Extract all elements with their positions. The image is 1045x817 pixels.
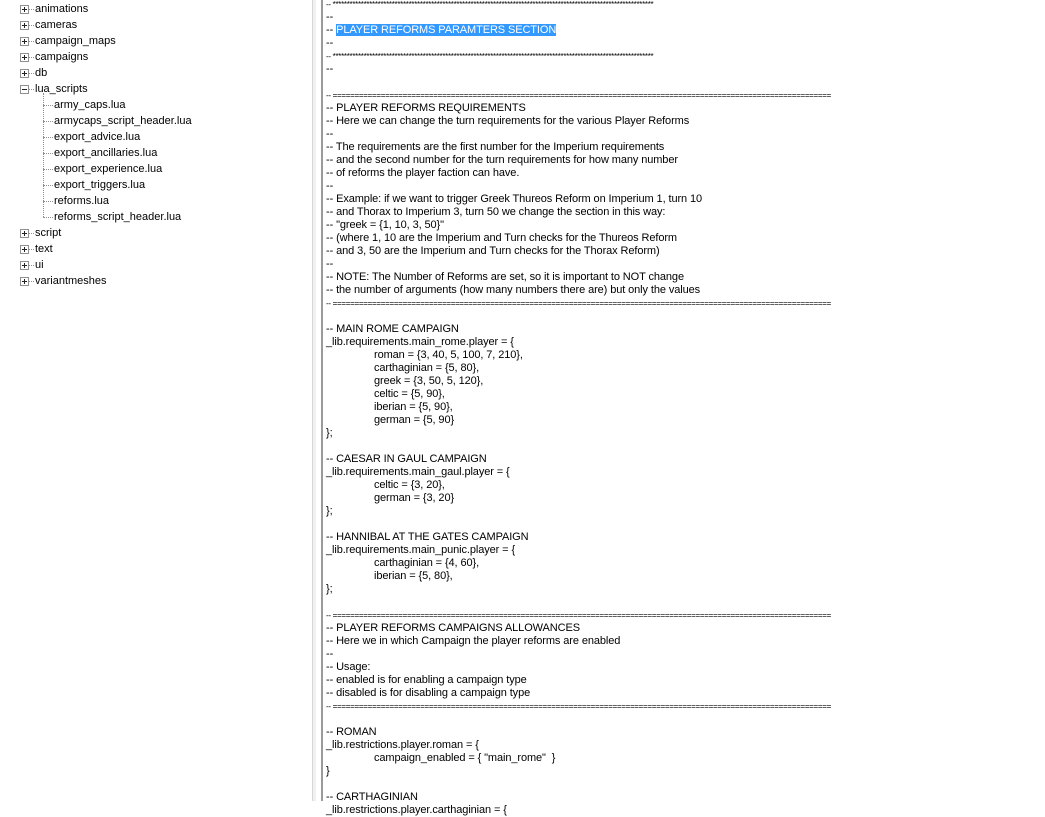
tree-item-label: campaigns [35, 51, 89, 63]
text-selection[interactable]: PLAYER REFORMS PARAMTERS SECTION [336, 24, 557, 36]
code-text: carthaginian = {5, 80}, [374, 362, 480, 374]
tree-connector [43, 121, 53, 122]
tree-connector [43, 137, 53, 138]
code-line[interactable] [326, 141, 1042, 154]
code-text: -- Example: if we want to trigger Greek Thureos Reform on Imperium 1, turn 10 [326, 193, 703, 205]
code-line[interactable] [326, 635, 1042, 648]
code-line[interactable] [326, 271, 1042, 284]
code-line[interactable] [326, 778, 1042, 791]
code-text: -- ================================================================================================================== [326, 91, 832, 100]
code-line[interactable] [326, 284, 1042, 297]
code-text: }; [326, 583, 333, 595]
code-text: -- The requirements are the first number for the Imperium requirements [326, 141, 665, 153]
code-line[interactable] [326, 479, 1042, 492]
tree-connector [29, 89, 34, 90]
expand-icon[interactable] [20, 5, 29, 14]
code-line[interactable] [326, 24, 1042, 37]
code-line[interactable] [326, 336, 1042, 349]
tree-connector [43, 217, 53, 218]
tree-item-label: animations [35, 3, 89, 15]
code-text: } [326, 765, 330, 777]
tree-connector [29, 25, 34, 26]
code-text: campaign_enabled = { "main_rome" } [374, 752, 556, 764]
code-line[interactable] [326, 713, 1042, 726]
code-line[interactable] [326, 258, 1042, 271]
code-line[interactable] [326, 700, 1042, 713]
code-text: -- ================================================================================================================== [326, 611, 832, 620]
tree-folder-db[interactable] [0, 65, 300, 81]
code-line[interactable] [326, 518, 1042, 531]
code-line[interactable] [326, 154, 1042, 167]
collapse-icon[interactable] [20, 85, 29, 94]
tree-connector [29, 41, 34, 42]
code-text: -- NOTE: The Number of Reforms are set, so it is important to NOT change [326, 271, 684, 283]
code-text: -- [326, 180, 334, 192]
file-tree[interactable] [0, 0, 312, 801]
expand-icon[interactable] [20, 261, 29, 270]
tree-folder-campaign-maps[interactable] [0, 33, 300, 49]
code-text: -- the number of arguments (how many numbers there are) but only the values [326, 284, 701, 296]
tree-file-army-caps-lua[interactable] [0, 97, 300, 113]
code-line[interactable] [326, 765, 1042, 778]
code-line[interactable] [326, 180, 1042, 193]
code-text: -- [326, 648, 334, 660]
tree-folder-lua-scripts[interactable] [0, 81, 300, 97]
code-line[interactable] [326, 76, 1042, 89]
code-text: -- CARTHAGINIAN [326, 791, 418, 803]
code-line[interactable] [326, 63, 1042, 76]
code-line[interactable] [326, 674, 1042, 687]
tree-file-reforms-lua[interactable] [0, 193, 300, 209]
code-text: -- PLAYER REFORMS REQUIREMENTS [326, 102, 526, 114]
code-line[interactable] [326, 609, 1042, 622]
tree-item-label: text [35, 243, 53, 255]
code-text: _lib.requirements.main_rome.player = { [326, 336, 514, 348]
expand-icon[interactable] [20, 37, 29, 46]
code-text: celtic = {3, 20}, [374, 479, 445, 491]
code-text: _lib.requirements.main_punic.player = { [326, 544, 516, 556]
tree-file-reforms-script-header-lua[interactable] [0, 209, 300, 225]
code-text: -- Here we in which Campaign the player reforms are enabled [326, 635, 621, 647]
code-text: _lib.restrictions.player.roman = { [326, 739, 479, 751]
code-text: -- Usage: [326, 661, 371, 673]
tree-item-label: lua_scripts [35, 83, 88, 95]
code-line[interactable] [326, 661, 1042, 674]
code-line[interactable] [326, 739, 1042, 752]
code-line[interactable] [326, 167, 1042, 180]
tree-connector [29, 265, 34, 266]
tree-connector [43, 93, 44, 217]
code-text: -- Here we can change the turn requirements for the various Player Reforms [326, 115, 690, 127]
code-line[interactable] [326, 297, 1042, 310]
code-text: -- [326, 258, 334, 270]
tree-item-label: script [35, 227, 62, 239]
tree-connector [29, 281, 34, 282]
tree-connector [43, 169, 53, 170]
code-line[interactable] [326, 388, 1042, 401]
code-line[interactable] [326, 50, 1042, 63]
code-line[interactable] [326, 505, 1042, 518]
tree-item-label: ui [35, 259, 44, 271]
tree-connector [43, 201, 53, 202]
code-text: -- ================================================================================================================== [326, 702, 832, 711]
code-line[interactable] [326, 583, 1042, 596]
tree-item-label: variantmeshes [35, 275, 107, 287]
code-text: -- and Thorax to Imperium 3, turn 50 we change the section in this way: [326, 206, 666, 218]
code-line[interactable] [326, 11, 1042, 24]
code-line[interactable] [326, 128, 1042, 141]
code-line[interactable] [326, 362, 1042, 375]
code-line[interactable] [326, 219, 1042, 232]
code-text: -- ROMAN [326, 726, 377, 738]
expand-icon[interactable] [20, 245, 29, 254]
code-text: -- enabled is for enabling a campaign type [326, 674, 527, 686]
code-editor[interactable] [316, 0, 1045, 816]
code-text: iberian = {5, 80}, [374, 570, 453, 582]
code-line[interactable] [326, 115, 1042, 128]
code-text: -- ****************************************************************************************************************** [326, 52, 654, 61]
code-line[interactable] [326, 440, 1042, 453]
code-line[interactable] [326, 310, 1042, 323]
code-line[interactable] [326, 349, 1042, 362]
code-line[interactable] [326, 544, 1042, 557]
code-text: german = {3, 20} [374, 492, 455, 504]
tree-item-label: army_caps.lua [54, 99, 126, 111]
tree-folder-campaigns[interactable] [0, 49, 300, 65]
tree-item-label: cameras [35, 19, 78, 31]
code-line[interactable] [326, 453, 1042, 466]
tree-file-export-advice-lua[interactable] [0, 129, 300, 145]
tree-item-label: export_experience.lua [54, 163, 163, 175]
code-text: -- MAIN ROME CAMPAIGN [326, 323, 459, 335]
tree-folder-variantmeshes[interactable] [0, 273, 300, 289]
tree-file-export-ancillaries-lua[interactable] [0, 145, 300, 161]
tree-connector [29, 9, 34, 10]
tree-connector [29, 73, 34, 74]
code-line[interactable] [326, 466, 1042, 479]
code-text: -- [326, 63, 334, 75]
tree-connector [29, 249, 34, 250]
tree-folder-animations[interactable] [0, 1, 300, 17]
tree-connector [29, 57, 34, 58]
code-line[interactable] [326, 687, 1042, 700]
tree-connector [43, 185, 53, 186]
expand-icon[interactable] [20, 21, 29, 30]
code-text: -- [326, 11, 334, 23]
code-line[interactable] [326, 375, 1042, 388]
tree-item-label: export_advice.lua [54, 131, 141, 143]
code-line[interactable] [326, 401, 1042, 414]
code-line[interactable] [326, 414, 1042, 427]
code-text: -- of reforms the player faction can have. [326, 167, 520, 179]
code-text: _lib.requirements.main_gaul.player = { [326, 466, 510, 478]
code-text: celtic = {5, 90}, [374, 388, 445, 400]
tree-item-label: reforms_script_header.lua [54, 211, 182, 223]
tree-item-label: reforms.lua [54, 195, 110, 207]
code-text: -- [326, 128, 334, 140]
code-text: -- and 3, 50 are the Imperium and Turn checks for the Thorax Reform) [326, 245, 660, 257]
code-text: -- ================================================================================================================== [326, 299, 832, 308]
tree-connector [43, 153, 53, 154]
tree-folder-ui[interactable] [0, 257, 300, 273]
code-text: -- PLAYER REFORMS CAMPAIGNS ALLOWANCES [326, 622, 580, 634]
tree-file-export-triggers-lua[interactable] [0, 177, 300, 193]
code-text: }; [326, 505, 333, 517]
code-line[interactable] [326, 206, 1042, 219]
code-text: greek = {3, 50, 5, 120}, [374, 375, 484, 387]
tree-item-label: db [35, 67, 48, 79]
code-line[interactable] [326, 89, 1042, 102]
code-line[interactable] [326, 492, 1042, 505]
code-lines[interactable] [326, 0, 1042, 817]
code-text: -- CAESAR IN GAUL CAMPAIGN [326, 453, 487, 465]
code-line[interactable] [326, 232, 1042, 245]
code-line[interactable] [326, 245, 1042, 258]
tree-item-label: export_ancillaries.lua [54, 147, 158, 159]
tree-connector [43, 105, 53, 106]
code-line[interactable] [326, 0, 1042, 11]
code-text: -- ****************************************************************************************************************** [326, 0, 654, 9]
code-text: }; [326, 427, 333, 439]
code-line[interactable] [326, 193, 1042, 206]
code-text: -- and the second number for the turn requirements for how many number [326, 154, 678, 166]
tree-file-export-experience-lua[interactable] [0, 161, 300, 177]
code-text: roman = {3, 40, 5, 100, 7, 210}, [374, 349, 523, 361]
code-text: -- "greek = {1, 10, 3, 50}" [326, 219, 444, 231]
code-line[interactable] [326, 323, 1042, 336]
expand-icon[interactable] [20, 53, 29, 62]
code-text: _lib.restrictions.player.carthaginian = { [326, 804, 507, 816]
tree-connector [29, 233, 34, 234]
code-text: -- [326, 37, 334, 49]
tree-item-label: armycaps_script_header.lua [54, 115, 192, 127]
code-line[interactable] [326, 570, 1042, 583]
code-text: carthaginian = {4, 60}, [374, 557, 480, 569]
expand-icon[interactable] [20, 277, 29, 286]
code-line[interactable] [326, 557, 1042, 570]
code-text: iberian = {5, 90}, [374, 401, 453, 413]
code-line[interactable] [326, 752, 1042, 765]
code-line[interactable] [326, 531, 1042, 544]
tree-folder-text[interactable] [0, 241, 300, 257]
code-line[interactable] [326, 102, 1042, 115]
code-line[interactable] [326, 726, 1042, 739]
code-text: -- (where 1, 10 are the Imperium and Turn checks for the Thureos Reform [326, 232, 677, 244]
code-text: german = {5, 90} [374, 414, 455, 426]
code-line[interactable] [326, 37, 1042, 50]
tree-folder-script[interactable] [0, 225, 300, 241]
code-line[interactable] [326, 648, 1042, 661]
code-line[interactable] [326, 791, 1042, 804]
tree-item-label: export_triggers.lua [54, 179, 146, 191]
tree-item-label: campaign_maps [35, 35, 116, 47]
expand-icon[interactable] [20, 69, 29, 78]
expand-icon[interactable] [20, 229, 29, 238]
code-text: -- HANNIBAL AT THE GATES CAMPAIGN [326, 531, 529, 543]
code-line[interactable] [326, 622, 1042, 635]
tree-folder-cameras[interactable] [0, 17, 300, 33]
code-line[interactable] [326, 427, 1042, 440]
code-line[interactable] [326, 596, 1042, 609]
editor-gutter [321, 0, 323, 801]
code-text: -- disabled is for disabling a campaign type [326, 687, 531, 699]
tree-file-armycaps-script-header-lua[interactable] [0, 113, 300, 129]
code-line[interactable] [326, 804, 1042, 817]
code-text: -- [326, 24, 337, 36]
